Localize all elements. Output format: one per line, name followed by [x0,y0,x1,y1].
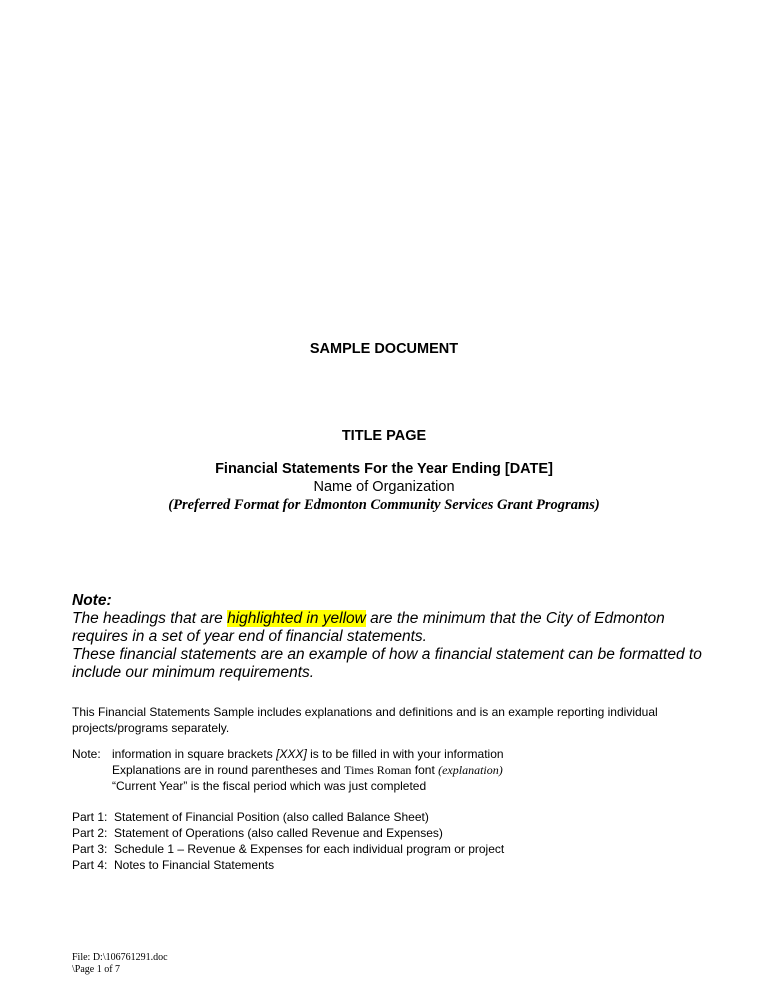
note-line1-post: are the minimum that the City of Edmonton requires in a set of year end of financial statements. [72,610,665,645]
list-item: Part 4: Notes to Financial Statements [72,858,275,872]
note-instruction-1: information in square brackets [XXX] is to be filled in with your information [112,747,504,761]
page-footer [72,952,168,976]
note-heading: Note: [72,592,112,609]
footer-page-number: \Page 1 of 7 [72,964,121,975]
intro-paragraph: This Financial Statements Sample includes explanations and definitions and is an example reporting individual projects/programs separately. [72,705,658,735]
list-item: Part 1: Statement of Financial Position (also called Balance Sheet) [72,810,429,824]
minimum-requirements-note [72,592,712,682]
parts-list [72,809,504,873]
financial-statements-title: Financial Statements For the Year Ending [DATE] [215,461,553,477]
preferred-format-line: (Preferred Format for Edmonton Community Services Grant Programs) [168,497,600,513]
highlighted-phrase: highlighted in yellow [227,610,366,627]
organization-name: Name of Organization [313,479,455,495]
placeholder-xxx: [XXX] [276,747,307,761]
note-instructions [112,746,504,794]
list-item: Part 2: Statement of Operations (also called Revenue and Expenses) [72,826,443,840]
times-roman-sample: Times Roman [344,763,412,777]
list-item: Part 3: Schedule 1 – Revenue & Expenses for each individual program or project [72,842,505,856]
footer-file-path: File: D:\106761291.doc [72,952,168,963]
explanation-sample: (explanation) [438,763,503,777]
note-instruction-3: “Current Year” is the fiscal period which was just completed [112,779,427,793]
note-instruction-2: Explanations are in round parentheses and Times Roman font (explanation) [112,763,503,777]
sample-document-heading: SAMPLE DOCUMENT [309,341,459,357]
note-line2: These financial statements are an example of how a financial statement can be formatted to include our minimum requirements. [72,646,702,681]
title-page-heading: TITLE PAGE [341,428,427,444]
note-label: Note: [72,747,101,761]
note-line1-pre: The headings that are [72,610,228,627]
